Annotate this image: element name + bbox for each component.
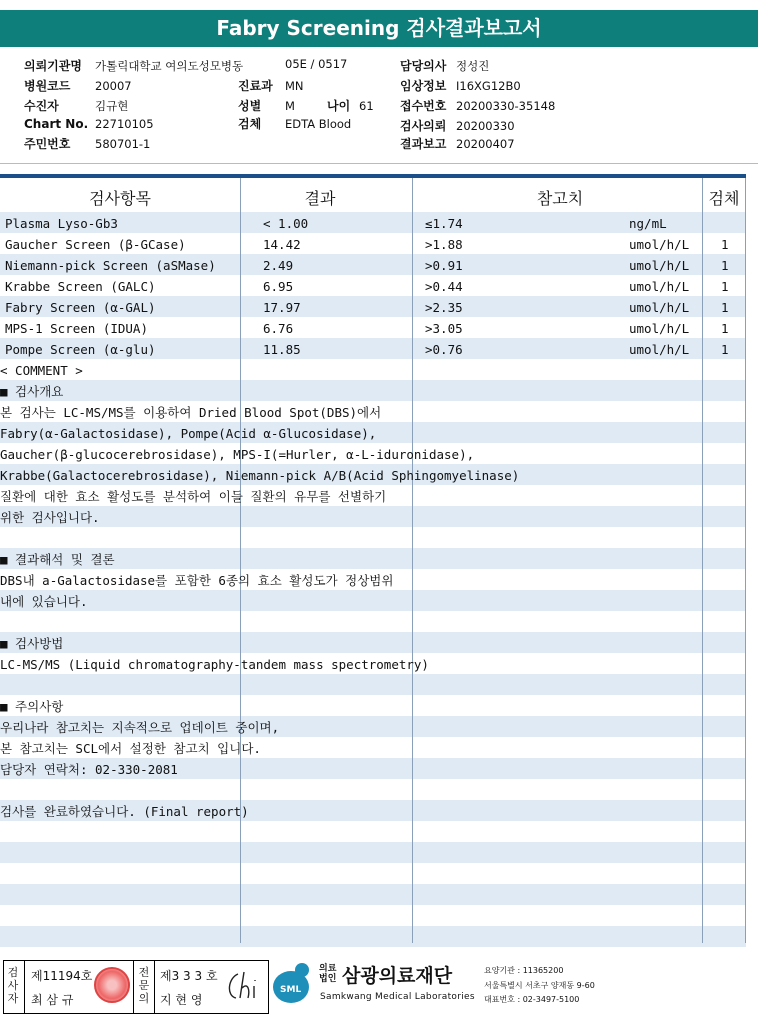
specialist-label: 전 문 의 xyxy=(138,966,150,1005)
cell-specimen: 1 xyxy=(721,237,729,252)
row-stripe xyxy=(0,632,746,653)
cell-specimen: 1 xyxy=(721,342,729,357)
cell-ref: ≤1.74 xyxy=(425,216,463,231)
info-field xyxy=(400,77,521,94)
info-label: 임상정보 xyxy=(400,79,447,93)
cell-item: MPS-1 Screen (IDUA) xyxy=(5,321,148,336)
info-field xyxy=(238,115,351,132)
comment-line: 우리나라 참고치는 지속적으로 업데이트 중이며, xyxy=(0,720,280,735)
cell-result: 2.49 xyxy=(263,258,294,273)
info-value: M xyxy=(285,99,295,113)
cell-result: 11.85 xyxy=(263,342,301,357)
info-value: 20007 xyxy=(95,79,132,93)
org-name: 삼광의료재단 xyxy=(342,965,453,987)
comment-line: 담당자 연락처: 02-330-2081 xyxy=(0,762,178,777)
cell-ref: >0.76 xyxy=(425,342,463,357)
info-value: 20200330 xyxy=(456,119,515,133)
cell-unit: umol/h/L xyxy=(629,258,690,273)
info-label: 주민번호 xyxy=(24,137,71,151)
specialist-license: 제3 3 3 호 xyxy=(160,969,218,983)
cell-ref: >0.91 xyxy=(425,258,463,273)
row-stripe xyxy=(0,380,746,401)
cell-ref: >1.88 xyxy=(425,237,463,252)
info-label: 수진자 xyxy=(24,99,59,113)
divider xyxy=(154,960,155,1014)
info-value: 580701-1 xyxy=(95,137,151,151)
info-value: 가톨릭대학교 여의도성모병동 xyxy=(95,59,244,73)
info-field xyxy=(400,135,515,152)
org-address: 서울특별시 서초구 양재동 9-60 xyxy=(484,981,595,990)
row-stripe xyxy=(0,842,746,863)
cell-ref: >0.44 xyxy=(425,279,463,294)
info-label: 성별 xyxy=(238,99,262,113)
divider xyxy=(133,960,134,1014)
info-value: MN xyxy=(285,79,304,93)
info-value: I16XG12B0 xyxy=(456,79,521,93)
info-field xyxy=(238,57,347,71)
divider xyxy=(24,960,25,1014)
cell-result: 17.97 xyxy=(263,300,301,315)
cell-unit: umol/h/L xyxy=(629,342,690,357)
info-label: 담당의사 xyxy=(400,59,447,73)
comment-line: Gaucher(β-glucocerebrosidase), MPS-I(=Hurler, α-L-iduronidase), xyxy=(0,447,475,462)
cell-unit: umol/h/L xyxy=(629,237,690,252)
inspector-name: 최 삼 규 xyxy=(31,993,74,1007)
cell-result: 6.95 xyxy=(263,279,294,294)
info-value: 20200330-35148 xyxy=(456,99,556,113)
comment-line: DBS내 a-Galactosidase를 포함한 6종의 효소 활성도가 정상범위 xyxy=(0,573,394,588)
org-phone: 대표번호 : 02-3497-5100 xyxy=(484,995,580,1004)
cell-item: Plasma Lyso-Gb3 xyxy=(5,216,118,231)
inspector-license: 제11194호 xyxy=(31,969,93,983)
info-label: 검체 xyxy=(238,117,262,131)
cell-specimen: 1 xyxy=(721,258,729,273)
cell-unit: umol/h/L xyxy=(629,300,690,315)
comment-line: ■ 검사개요 xyxy=(0,384,64,399)
specialist-name: 지 현 영 xyxy=(160,993,203,1007)
info-value: 61 xyxy=(359,99,374,113)
cell-specimen: 1 xyxy=(721,300,729,315)
info-label: 의뢰기관명 xyxy=(24,59,82,73)
info-value: 05E / 0517 xyxy=(285,57,348,71)
cell-unit: umol/h/L xyxy=(629,321,690,336)
info-value: 정성진 xyxy=(456,59,490,73)
comment-line: 위한 검사입니다. xyxy=(0,510,100,525)
info-label: 결과보고 xyxy=(400,137,447,151)
comment-line: ■ 검사방법 xyxy=(0,636,64,651)
cell-item: Pompe Screen (α-glu) xyxy=(5,342,156,357)
cell-specimen: 1 xyxy=(721,321,729,336)
info-field xyxy=(400,117,515,134)
grid-line xyxy=(745,178,746,943)
info-field xyxy=(24,77,132,94)
header-reference: 참고치 xyxy=(536,189,584,208)
info-label: 접수번호 xyxy=(400,99,447,113)
info-label: 나이 xyxy=(327,99,351,113)
row-stripe xyxy=(0,926,746,947)
org-english: Samkwang Medical Laboratories xyxy=(320,992,475,1002)
info-value: 20200407 xyxy=(456,137,515,151)
signature-image xyxy=(224,968,264,1004)
cell-item: Gaucher Screen (β-GCase) xyxy=(5,237,186,252)
seal-stamp xyxy=(94,967,130,1003)
sml-logo-icon: SML xyxy=(273,963,313,1003)
comment-line: 본 검사는 LC-MS/MS를 이용하여 Dried Blood Spot(DBS)에서 xyxy=(0,405,382,420)
cell-item: Niemann-pick Screen (aSMase) xyxy=(5,258,216,273)
header-specimen: 검체 xyxy=(708,189,740,208)
cell-item: Fabry Screen (α-GAL) xyxy=(5,300,156,315)
info-field xyxy=(400,57,489,74)
comment-line: 본 참고치는 SCL에서 설정한 참고치 입니다. xyxy=(0,741,261,756)
cell-result: 6.76 xyxy=(263,321,294,336)
comment-line: Krabbe(Galactocerebrosidase), Niemann-pick A/B(Acid Sphingomyelinase) xyxy=(0,468,520,483)
row-stripe xyxy=(0,674,746,695)
comment-line: LC-MS/MS (Liquid chromatography-tandem mass spectrometry) xyxy=(0,657,429,672)
info-label: 병원코드 xyxy=(24,79,71,93)
row-stripe xyxy=(0,590,746,611)
comment-line: 질환에 대한 효소 활성도를 분석하여 이들 질환의 유무를 선별하기 xyxy=(0,489,387,504)
cell-unit: umol/h/L xyxy=(629,279,690,294)
info-value: 22710105 xyxy=(95,117,154,131)
divider xyxy=(0,163,758,164)
facility-code: 요양기관 : 11365200 xyxy=(484,966,564,975)
comment-line: Fabry(α-Galactosidase), Pompe(Acid α-Glucosidase), xyxy=(0,426,377,441)
comment-line: < COMMENT > xyxy=(0,363,83,378)
table-row xyxy=(5,318,745,339)
info-label: 진료과 xyxy=(238,79,273,93)
report-title: Fabry Screening 검사결과보고서 xyxy=(0,10,758,47)
info-field xyxy=(238,97,295,114)
inspector-label: 검 사 자 xyxy=(7,966,19,1005)
comment-line: 검사를 완료하였습니다. (Final report) xyxy=(0,804,249,819)
info-field xyxy=(24,117,154,131)
header-result: 결과 xyxy=(304,189,336,208)
info-field xyxy=(400,97,555,114)
info-field xyxy=(24,57,243,74)
table-row xyxy=(5,339,745,360)
cell-unit: ng/mL xyxy=(629,216,667,231)
row-stripe xyxy=(0,884,746,905)
comment-line: 내에 있습니다. xyxy=(0,594,88,609)
info-field xyxy=(24,97,128,114)
table-row xyxy=(5,255,745,276)
table-row xyxy=(5,213,745,234)
header-item: 검사항목 xyxy=(89,189,151,208)
table-row xyxy=(5,234,745,255)
info-label: Chart No. xyxy=(24,117,89,131)
info-field xyxy=(24,135,150,152)
comment-line: ■ 결과해석 및 결론 xyxy=(0,552,115,567)
cell-item: Krabbe Screen (GALC) xyxy=(5,279,156,294)
cell-ref: >2.35 xyxy=(425,300,463,315)
org-prefix: 의료 법인 xyxy=(319,964,337,984)
info-field xyxy=(238,77,304,94)
row-stripe xyxy=(0,506,746,527)
cell-ref: >3.05 xyxy=(425,321,463,336)
table-row xyxy=(5,297,745,318)
cell-result: < 1.00 xyxy=(263,216,309,231)
info-value: EDTA Blood xyxy=(285,117,352,131)
info-label: 검사의뢰 xyxy=(400,119,447,133)
cell-result: 14.42 xyxy=(263,237,301,252)
info-value: 김규현 xyxy=(95,99,129,113)
comment-line: ■ 주의사항 xyxy=(0,699,64,714)
info-field xyxy=(327,97,374,114)
cell-specimen: 1 xyxy=(721,279,729,294)
table-row xyxy=(5,276,745,297)
